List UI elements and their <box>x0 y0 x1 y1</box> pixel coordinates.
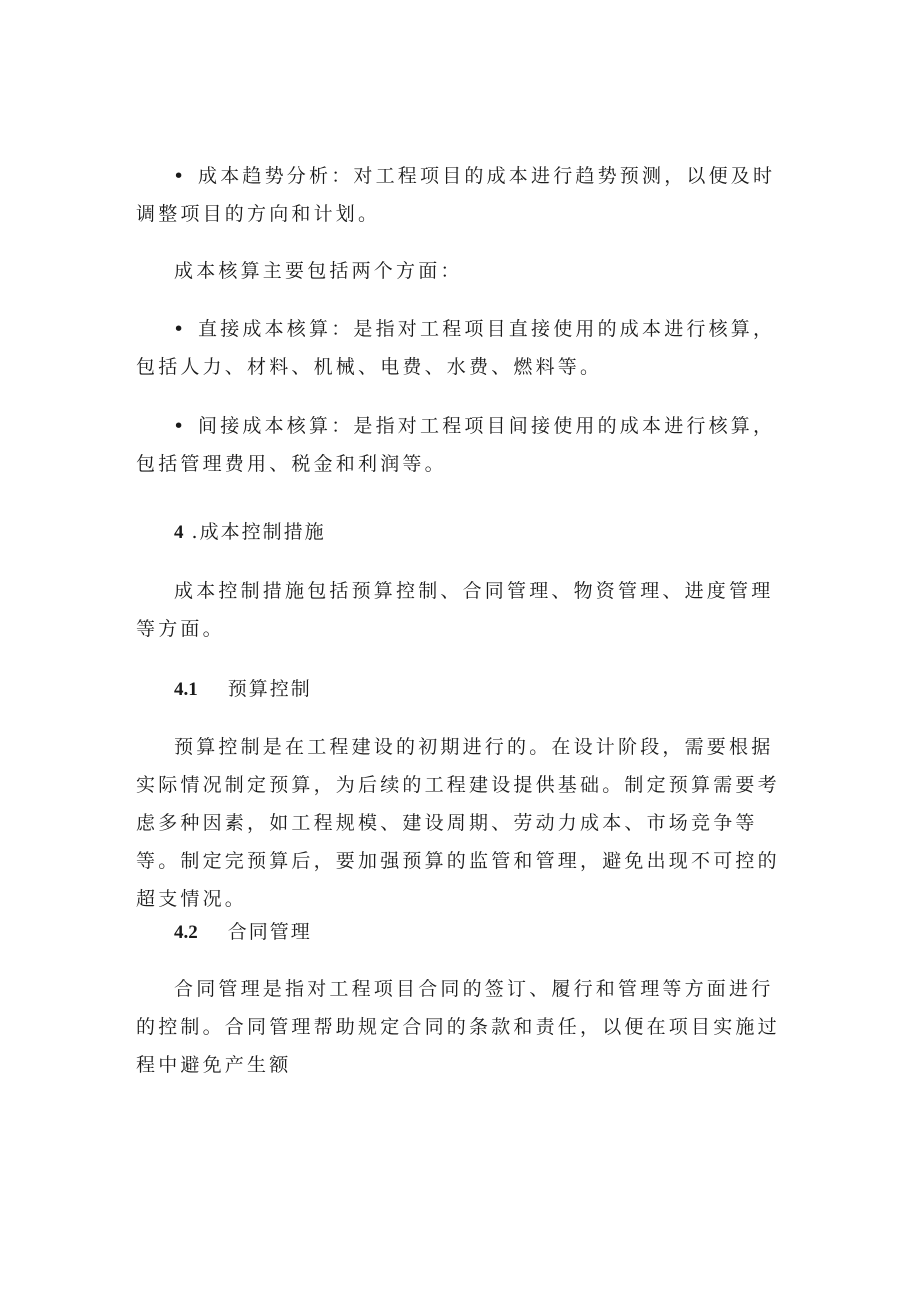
subsection-number: 4.2 <box>174 922 198 943</box>
bullet-marker: • <box>173 415 185 437</box>
bullet-marker: • <box>173 165 185 187</box>
section-number: 4 <box>174 522 184 543</box>
paragraph-budget-control: 预算控制是在工程建设的初期进行的。在设计阶段，需要根据实际情况制定预算，为后续的工程建设提供基础。制定预算需要考虑多种因素，如工程规模、建设周期、劳动力成本、市场竞争等等。制定完预算后，要加强预算的监管和管理，避免出现不可控的超支情况。 <box>136 736 780 910</box>
bullet-item-cost-trend <box>136 157 791 233</box>
section-title: .成本控制措施 <box>191 521 326 543</box>
bullet-text: 间接成本核算：是指对工程项目间接使用的成本进行核算，包括管理费用、税金和利润等。 <box>136 415 776 475</box>
subsection-heading-4-2 <box>136 913 829 952</box>
paragraph-control-measures: 成本控制措施包括预算控制、合同管理、物资管理、进度管理等方面。 <box>136 580 774 640</box>
subsection-heading-4-1 <box>136 670 829 709</box>
subsection-title: 预算控制 <box>227 678 312 700</box>
bullet-text: 直接成本核算：是指对工程项目直接使用的成本进行核算，包括人力、材料、机械、电费、水费、燃料等。 <box>136 318 776 378</box>
section-heading-4 <box>136 513 829 552</box>
bullet-marker: • <box>173 318 185 340</box>
subsection-number: 4.1 <box>174 679 198 700</box>
paragraph-contract-management: 合同管理是指对工程项目合同的签订、履行和管理等方面进行的控制。合同管理帮助规定合同的条款和责任，以便在项目实施过程中避免产生额 <box>136 978 780 1076</box>
bullet-item-indirect-cost <box>136 407 791 483</box>
subsection-title: 合同管理 <box>227 921 312 943</box>
bullet-item-direct-cost <box>136 310 791 386</box>
paragraph-accounting-intro: 成本核算主要包括两个方面： <box>174 260 463 282</box>
bullet-text: 成本趋势分析：对工程项目的成本进行趋势预测，以便及时调整项目的方向和计划。 <box>136 165 776 225</box>
